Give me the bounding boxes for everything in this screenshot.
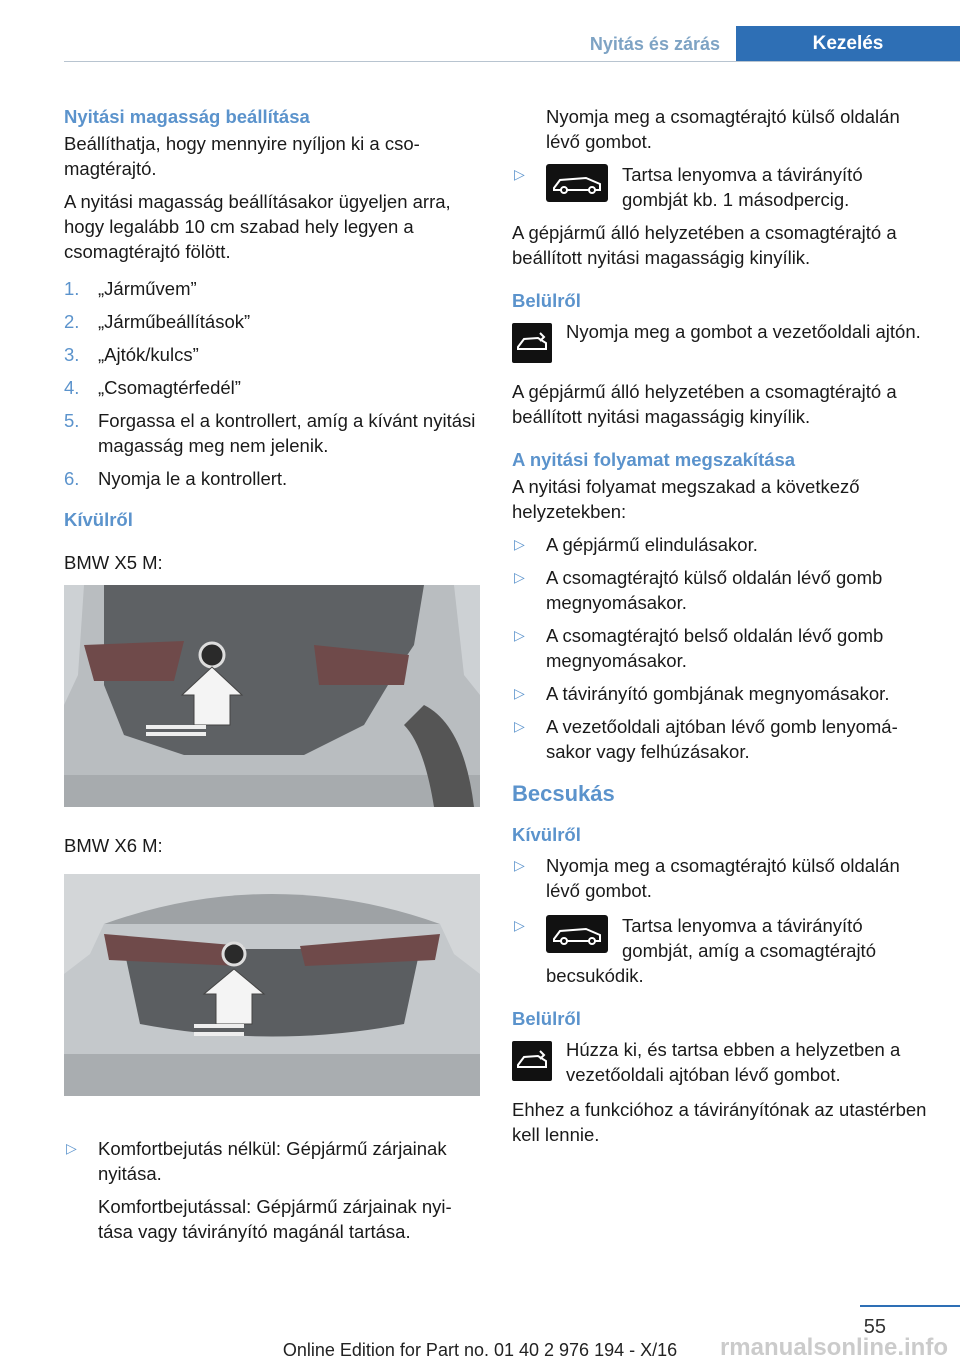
x5-tailgate-image (64, 585, 480, 807)
triangle-bullet-icon: ▷ (514, 569, 525, 585)
inside-button-row: Húzza ki, és tartsa ebben a helyzetben a vezetőoldali ajtóban lévő gombot. (512, 1037, 928, 1087)
triangle-bullet-icon: ▷ (514, 166, 525, 182)
left-column (64, 104, 480, 1254)
x6-label: BMW X6 M: (64, 835, 163, 856)
list-item: ▷ Nyomja meg a csomagtérajtó külső oldalán lévő gombot. (514, 855, 900, 901)
x5-label: BMW X5 M: (64, 552, 163, 573)
steps-list (64, 276, 480, 491)
outside-heading: Kívülről (64, 509, 133, 530)
triangle-bullet-icon: ▷ (514, 685, 525, 701)
paragraph: A gépjármű álló helyzetében a csomagtérajtó a beállított nyitási magasságig kinyílik. (512, 222, 897, 268)
closing-heading: Becsukás (512, 781, 615, 806)
paragraph: Beállíthatja, hogy mennyire nyíljon ki a csomagtérajtó. (64, 133, 420, 179)
inside-heading: Belülről (512, 1008, 581, 1029)
door-tailgate-button-icon (512, 1041, 552, 1081)
remote-key-item: ▷ Tartsa lenyomva a távirányító gombját kb. 1 másodpercig. (514, 164, 863, 210)
list-item: Komfortbejutással: Gépjármű zárjainak nyitása vagy távirányító magánál tartása. (98, 1196, 452, 1242)
bullet-list (64, 1136, 480, 1244)
footer-divider (860, 1305, 960, 1307)
opening-height-heading: Nyitási magasság beállítása (64, 106, 310, 127)
triangle-bullet-icon: ▷ (514, 536, 525, 552)
page-number: 55 (863, 1316, 886, 1338)
interrupt-list (512, 532, 928, 764)
door-tailgate-button-icon (512, 323, 552, 363)
triangle-bullet-icon: ▷ (514, 627, 525, 643)
list-item: ▷ A vezetőoldali ajtóban lévő gomb lenyomásakor vagy felhúzásakor. (514, 716, 898, 762)
remote-tailgate-button-icon (546, 164, 608, 202)
edition-footer: Online Edition for Part no. 01 40 2 976 194 - X/16 (282, 1340, 678, 1360)
chapter-tab[interactable]: Kezelés (736, 26, 960, 62)
close-list (512, 853, 928, 903)
triangle-bullet-icon: ▷ (66, 1140, 77, 1156)
paragraph: Ehhez a funkcióhoz a távirányítónak az utastérben kell lennie. (512, 1099, 927, 1145)
right-column (512, 104, 928, 1155)
inside-heading: Belülről (512, 290, 581, 311)
inside-button-row: Nyomja meg a gombot a vezetőoldali ajtón. (512, 319, 928, 369)
paragraph: Nyomja meg a csomagtérajtó külső oldalán lévő gombot. (546, 106, 900, 152)
list-item: 4. „Csomagtérfedél” (64, 377, 241, 398)
page-header (0, 0, 960, 62)
outside-heading: Kívülről (512, 824, 581, 845)
list-item: 1. „Járművem” (64, 278, 197, 299)
remote-tailgate-button-icon (546, 915, 608, 953)
interrupt-heading: A nyitási folyamat megszakítása (512, 449, 796, 470)
list-item: ▷ A csomagtérajtó belső oldalán lévő gomb megnyomásakor. (514, 625, 884, 671)
triangle-bullet-icon: ▷ (514, 917, 525, 933)
remote-key-item: ▷ Tartsa lenyomva a távirányító gombját, amíg a csomagtérajtó becsukódik. (514, 915, 876, 986)
paragraph: A gépjármű álló helyzetében a csomagtérajtó a beállított nyitási magasságig kinyílik. (512, 381, 897, 427)
triangle-bullet-icon: ▷ (514, 857, 525, 873)
x6-tailgate-image (64, 874, 480, 1096)
list-item: 2. „Járműbeállítások” (64, 311, 251, 332)
section-tab[interactable]: Nyitás és zárás (589, 34, 720, 54)
paragraph: A nyitási folyamat megszakad a következő helyzetekben: (512, 476, 860, 522)
watermark: rmanualsonline.info (719, 1334, 948, 1361)
triangle-bullet-icon: ▷ (514, 718, 525, 734)
paragraph: A nyitási magasság beállításakor ügyeljen arra, hogy legalább 10 cm szabad hely legyen a csomagtérajtó fölött. (64, 191, 451, 262)
list-item: 6. Nyomja le a kontrollert. (64, 468, 288, 489)
list-item: 3. „Ajtók/kulcs” (64, 344, 199, 365)
list-item: 5. Forgassa el a kontrollert, amíg a kívánt nyitási magasság meg nem jelenik. (64, 410, 476, 456)
list-item: ▷ A csomagtérajtó külső oldalán lévő gomb megnyomásakor. (514, 567, 883, 613)
list-item: ▷ Komfortbejutás nélkül: Gépjármű zárjainak nyitása. (66, 1138, 447, 1184)
header-divider (64, 61, 960, 62)
list-item: ▷ A távirányító gombjának megnyomásakor. (514, 683, 890, 704)
list-item: ▷ A gépjármű elindulásakor. (514, 534, 758, 555)
